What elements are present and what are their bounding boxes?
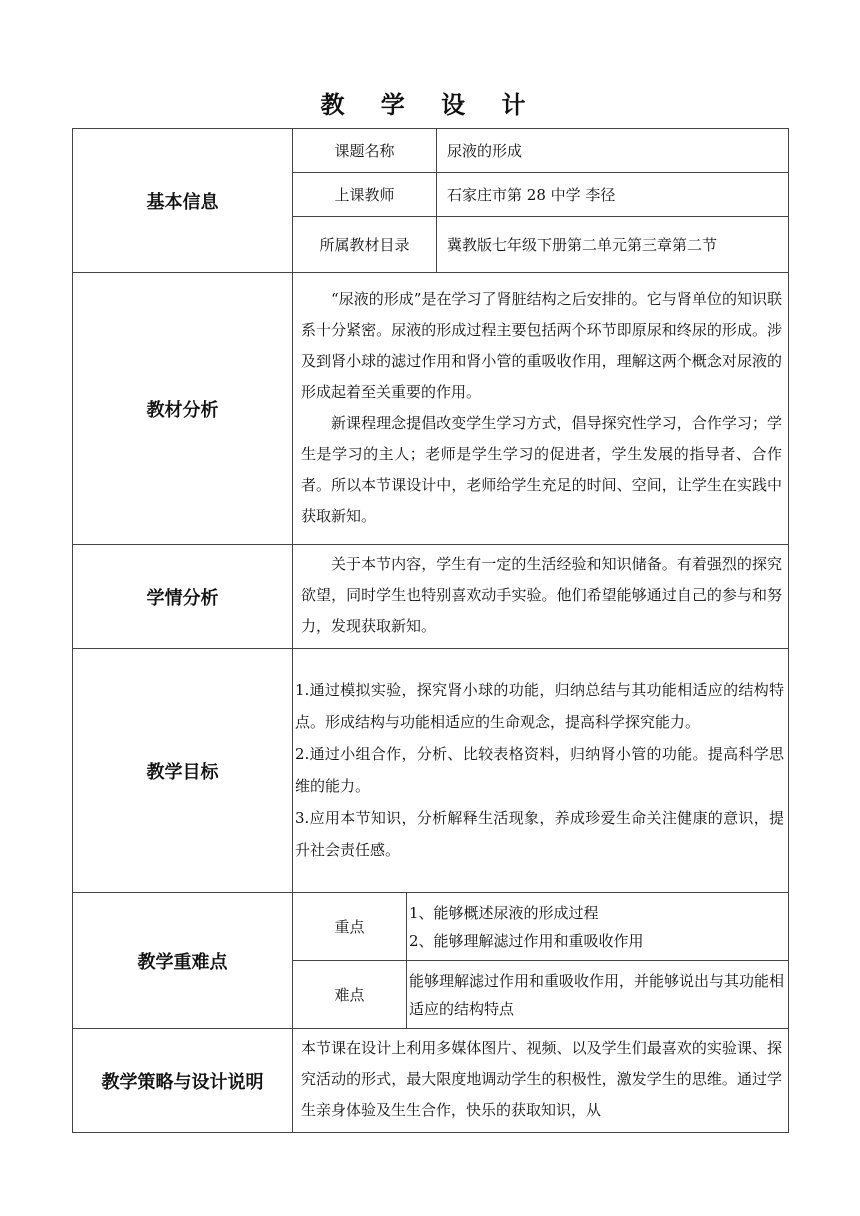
topic-name-key: 课题名称 bbox=[293, 129, 437, 173]
strategy-text: 本节课在设计上利用多媒体图片、视频、以及学生们最喜欢的实验课、探究活动的形式，最大限度地调动学生的积极性，激发学生的思维。通过学生亲身体验及生生合作，快乐的获取知识，从 bbox=[301, 1039, 783, 1119]
strategy-cell bbox=[293, 1029, 789, 1133]
textbook-value: 冀教版七年级下册第二单元第三章第二节 bbox=[437, 217, 789, 273]
teaching-goals-label: 教学目标 bbox=[73, 649, 293, 893]
key-point-label: 重点 bbox=[293, 893, 407, 961]
students-row bbox=[73, 545, 789, 649]
key-point-item-2: 2、能够理解滤过作用和重吸收作用 bbox=[409, 931, 644, 950]
lesson-plan-table bbox=[72, 128, 789, 1133]
material-row bbox=[73, 273, 789, 545]
goal-item-2: 2.通过小组合作，分析、比较表格资料，归纳肾小管的功能。提高科学思维的能力。 bbox=[295, 744, 785, 795]
student-analysis-text: 关于本节内容，学生有一定的生活经验和知识储备。有着强烈的探究欲望，同时学生也特别喜欢动手实验。他们希望能够通过自己的参与和努力，发现获取新知。 bbox=[301, 555, 783, 635]
basic-info-label: 基本信息 bbox=[73, 129, 293, 273]
goal-item-3: 3.应用本节知识，分析解释生活现象，养成珍爱生命关注健康的意识，提升社会责任感。 bbox=[295, 808, 785, 859]
difficult-point-cell bbox=[407, 961, 789, 1029]
material-paragraph-1: “尿液的形成”是在学习了肾脏结构之后安排的。它与肾单位的知识联系十分紧密。尿液的形成过程主要包括两个环节即原尿和终尿的形成。涉及到肾小球的滤过作用和肾小管的重吸收作用，理解这两个概念对尿液的形成起着至关重要的作用。 bbox=[301, 289, 783, 401]
teacher-value: 石家庄市第 28 中学 李径 bbox=[437, 173, 789, 217]
material-paragraph-2: 新课程理念提倡改变学生学习方式，倡导探究性学习，合作学习；学生是学习的主人；老师是学生学习的促进者，学生发展的指导者、合作者。所以本节课设计中，老师给学生充足的时间、空间，让学生在实践中获取新知。 bbox=[301, 413, 783, 525]
goal-item-1: 1.通过模拟实验，探究肾小球的功能，归纳总结与其功能相适应的结构特点。形成结构与功能相适应的生命观念，提高科学探究能力。 bbox=[295, 680, 785, 731]
topic-name-value: 尿液的形成 bbox=[437, 129, 789, 173]
difficult-point-text: 能够理解滤过作用和重吸收作用，并能够说出与其功能相适应的结构特点 bbox=[409, 971, 785, 1018]
basic-row-topic bbox=[73, 129, 789, 173]
difficult-point-label: 难点 bbox=[293, 961, 407, 1029]
key-point-cell bbox=[407, 893, 789, 961]
goals-row bbox=[73, 649, 789, 893]
material-analysis-label: 教材分析 bbox=[73, 273, 293, 545]
keypoints-row-key bbox=[73, 893, 789, 961]
teaching-goals-cell bbox=[293, 649, 789, 893]
strategy-row bbox=[73, 1029, 789, 1133]
textbook-key: 所属教材目录 bbox=[293, 217, 437, 273]
student-analysis-cell bbox=[293, 545, 789, 649]
student-analysis-label: 学情分析 bbox=[73, 545, 293, 649]
material-analysis-text bbox=[293, 273, 789, 545]
page-title: 教 学 设 计 bbox=[320, 91, 540, 119]
key-difficult-label: 教学重难点 bbox=[73, 893, 293, 1029]
strategy-label: 教学策略与设计说明 bbox=[73, 1029, 293, 1133]
teacher-key: 上课教师 bbox=[293, 173, 437, 217]
key-point-item-1: 1、能够概述尿液的形成过程 bbox=[409, 903, 599, 922]
